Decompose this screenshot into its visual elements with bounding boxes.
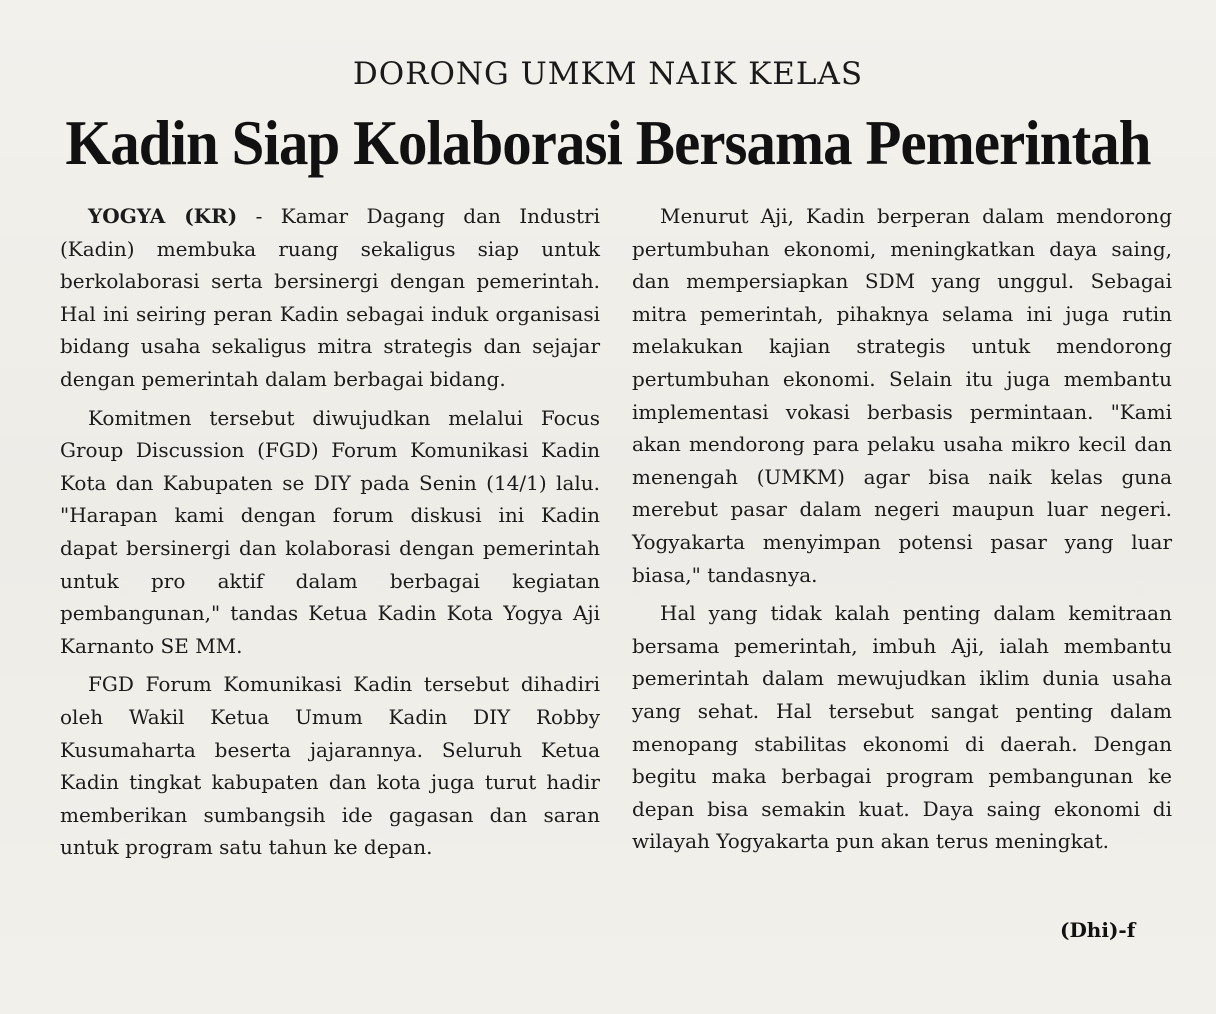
article-column-left — [60, 200, 600, 870]
article-paragraph: Hal yang tidak kalah penting dalam kemitraan bersama pemerintah, imbuh Aji, ialah membantu pemerintah dalam mewujudkan iklim dunia usaha yang sehat. Hal tersebut sangat penting dalam menopang stabilitas ekonomi di daerah. Dengan begitu maka berbagai program pembangunan ke depan bisa semakin kuat. Daya saing ekonomi di wilayah Yogyakarta pun akan terus meningkat. — [632, 601, 1172, 854]
article-paragraph: FGD Forum Komunikasi Kadin tersebut dihadiri oleh Wakil Ketua Umum Kadin DIY Robby Kusumaharta beserta jajarannya. Seluruh Ketua Kadin tingkat kabupaten dan kota juga turut hadir memberikan sumbangsih ide gagasan dan saran untuk program satu tahun ke depan. — [60, 672, 600, 860]
article-paragraph: Komitmen tersebut diwujudkan melalui Focus Group Discussion (FGD) Forum Komunikasi Kadin Kota dan Kabupaten se DIY pada Senin (14/1) lalu. "Harapan kami dengan forum diskusi ini Kadin dapat bersinergi dan kolaborasi dengan pemerintah untuk pro aktif dalam berbagai kegiatan pembangunan," tandas Ketua Kadin Kota Yogya Aji Karnanto SE MM. — [60, 405, 600, 658]
article-column-right — [632, 200, 1172, 864]
dateline: YOGYA (KR) — [88, 204, 238, 228]
article-kicker: DORONG UMKM NAIK KELAS — [352, 56, 864, 92]
paragraph-text: - Kamar Dagang dan Industri (Kadin) membuka ruang sekaligus siap untuk berkolaborasi serta bersinergi dengan pemerintah. Hal ini seiring peran Kadin sebagai induk organisasi bidang usaha sekaligus mitra strategis dan sejajar dengan pemerintah dalam berbagai bidang. — [60, 204, 601, 391]
article-paragraph: Menurut Aji, Kadin berperan dalam mendorong pertumbuhan ekonomi, meningkatkan daya saing, dan mempersiapkan SDM yang unggul. Sebagai mitra pemerintah, pihaknya selama ini juga rutin melakukan kajian strategis untuk mendorong pertumbuhan ekonomi. Selain itu juga membantu implementasi vokasi berbasis permintaan. "Kami akan mendorong para pelaku usaha mikro kecil dan menengah (UMKM) agar bisa naik kelas guna merebut pasar dalam negeri maupun luar negeri. Yogyakarta menyimpan potensi pasar yang luar biasa," tandasnya. — [632, 204, 1172, 587]
article-paragraph — [60, 200, 600, 396]
article-byline: (Dhi)-f — [1060, 918, 1136, 942]
article-headline: Kadin Siap Kolaborasi Bersama Pemerintah — [65, 107, 1151, 178]
